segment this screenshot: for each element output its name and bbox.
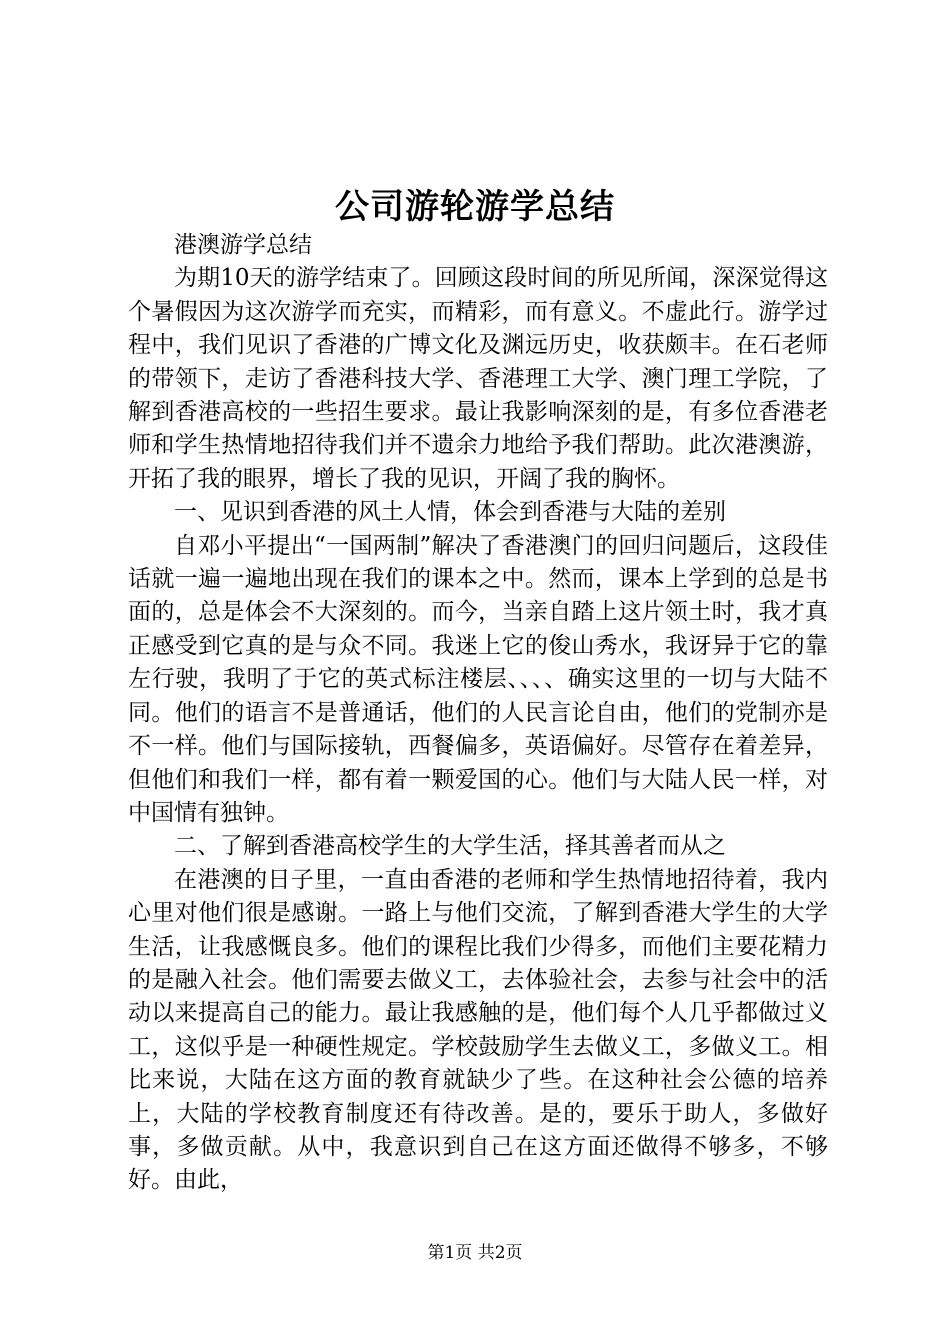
document-title: 公司游轮游学总结 — [335, 187, 615, 227]
page-number-footer: 第1页 共2页 — [427, 1243, 523, 1263]
section-heading: 港澳游学总结 — [174, 232, 312, 258]
section-heading: 二、了解到香港高校学生的大学生活，择其善者而从之 — [174, 833, 726, 860]
document-body — [128, 229, 828, 1198]
body-paragraph: 为期10天的游学结束了。回顾这段时间的所见所闻，深深觉得这个暑假因为这次游学而充实，而精彩，而有意义。不虚此行。游学过程中，我们见识了香港的广博文化及渊远历史，收获颇丰。在石老师的带领下，走访了香港科技大学、香港理工大学、澳门理工学院，了解到香港高校的一些招生要求。最让我影响深刻的是，有多位香港老师和学生热情地招待我们并不遗余力地给予我们帮助。此次港澳游，开拓了我的眼界，增长了我的见识，开阔了我的胸怀。 — [128, 265, 828, 492]
section-heading: 一、见识到香港的风土人情，体会到香港与大陆的差别 — [174, 499, 726, 526]
body-paragraph: 在港澳的日子里，一直由香港的老师和学生热情地招待着，我内心里对他们很是感谢。一路上与他们交流，了解到香港大学生的大学生活，让我感慨良多。他们的课程比我们少得多，而他们主要花精力的是融入社会。他们需要去做义工，去体验社会，去参与社会中的活动以来提高自己的能力。最让我感触的是，他们每个人几乎都做过义工，这似乎是一种硬性规定。学校鼓励学生去做义工，多做义工。相比来说，大陆在这方面的教育就缺少了些。在这种社会公德的培养上，大陆的学校教育制度还有待改善。是的，要乐于助人，多做好事，多做贡献。从中，我意识到自己在这方面还做得不够多，不够好。由此， — [128, 866, 828, 1194]
body-paragraph: 自邓小平提出“一国两制”解决了香港澳门的回归问题后，这段佳话就一遍一遍地出现在我们的课本之中。然而，课本上学到的总是书面的，总是体会不大深刻的。而今，当亲自踏上这片领土时，我才真正感受到它真的是与众不同。我迷上它的俊山秀水，我讶异于它的靠左行驶，我明了于它的英式标注楼层、、、、确实这里的一切与大陆不同。他们的语言不是普通话，他们的人民言论自由，他们的党制亦是不一样。他们与国际接轨，西餐偏多，英语偏好。尽管存在着差异，但他们和我们一样，都有着一颗爱国的心。他们与大陆人民一样，对中国情有独钟。 — [128, 532, 828, 826]
